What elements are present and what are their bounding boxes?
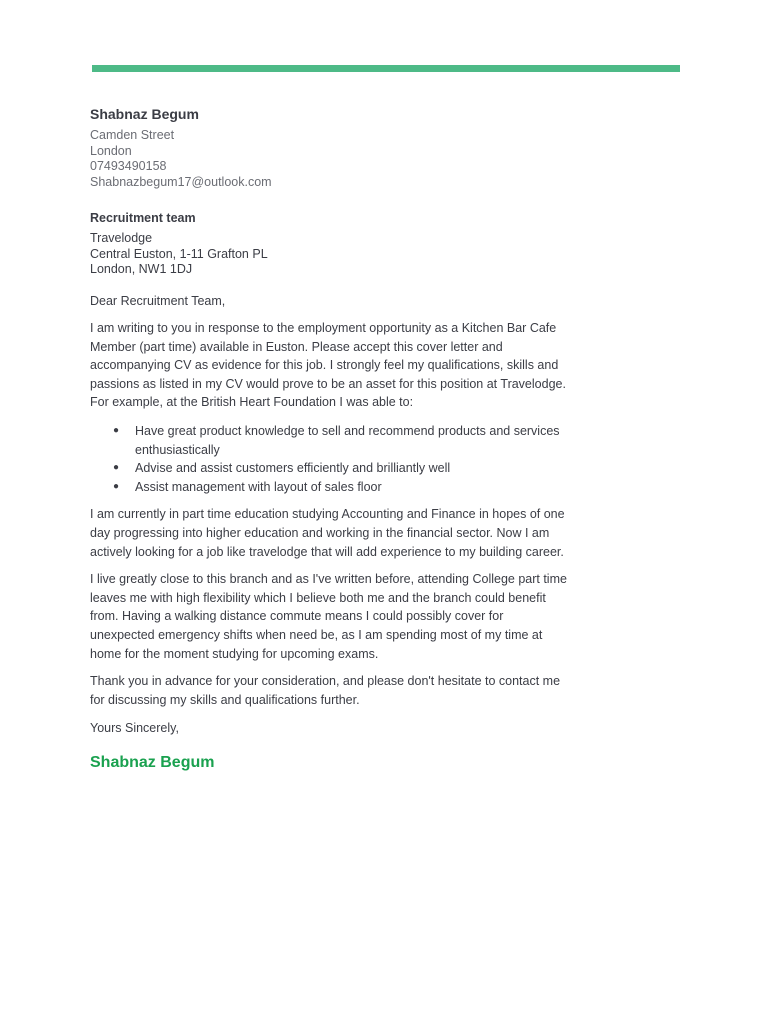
sender-block	[90, 104, 570, 190]
letter-paragraph: I live greatly close to this branch and as I've written before, attending College part time leaves me with high flexibility which I believe both me and the branch could benefit from. Having a walking distance commute means I could possibly cover for unexpected emergency shifts when need be, as I am spending most of my time at home for the moment studying for upcoming exams.	[90, 572, 567, 661]
sender-city: London	[90, 143, 132, 158]
header-accent-bar	[92, 65, 680, 72]
sender-email: Shabnazbegum17@outlook.com	[90, 174, 272, 189]
recipient-company: Travelodge	[90, 231, 153, 245]
recipient-address: Central Euston, 1-11 Grafton PL	[90, 246, 268, 261]
sender-street: Camden Street	[90, 128, 175, 142]
list-item: ● Assist management with layout of sales floor	[135, 478, 570, 497]
letter-greeting: Dear Recruitment Team,	[90, 293, 226, 308]
skills-list	[90, 422, 570, 496]
sender-phone: 07493490158	[90, 159, 167, 173]
recipient-block	[90, 210, 570, 278]
sender-name: Shabnaz Begum	[90, 106, 199, 122]
list-item: ● Advise and assist customers efficiently and brilliantly well	[135, 459, 570, 478]
signature: Shabnaz Begum	[90, 753, 215, 771]
letter-paragraph: I am writing to you in response to the employment opportunity as a Kitchen Bar Cafe Member (part time) available in Euston. Please accept this cover letter and accompanying CV as evidence for this job. I strongly feel my qualifications, skills and passions as listed in my CV would prove to be an asset for this position at Travelodge. For example, at the British Heart Foundation I was able to:	[90, 321, 566, 410]
recipient-city-postcode: London, NW1 1DJ	[90, 262, 193, 276]
letter-paragraph: I am currently in part time education studying Accounting and Finance in hopes of one day progressing into higher education and working in the financial sector. Now I am actively looking for a job like travelodge that will add experience to my building career.	[90, 507, 565, 559]
letter-paragraph: Thank you in advance for your consideration, and please don't hesitate to contact me for discussing my skills and qualifications further.	[90, 674, 561, 707]
list-item: ● Have great product knowledge to sell and recommend products and services enthusiastically	[135, 422, 570, 459]
letter-closing: Yours Sincerely,	[90, 721, 179, 736]
recipient-team: Recruitment team	[90, 211, 196, 225]
cover-letter	[90, 104, 570, 774]
